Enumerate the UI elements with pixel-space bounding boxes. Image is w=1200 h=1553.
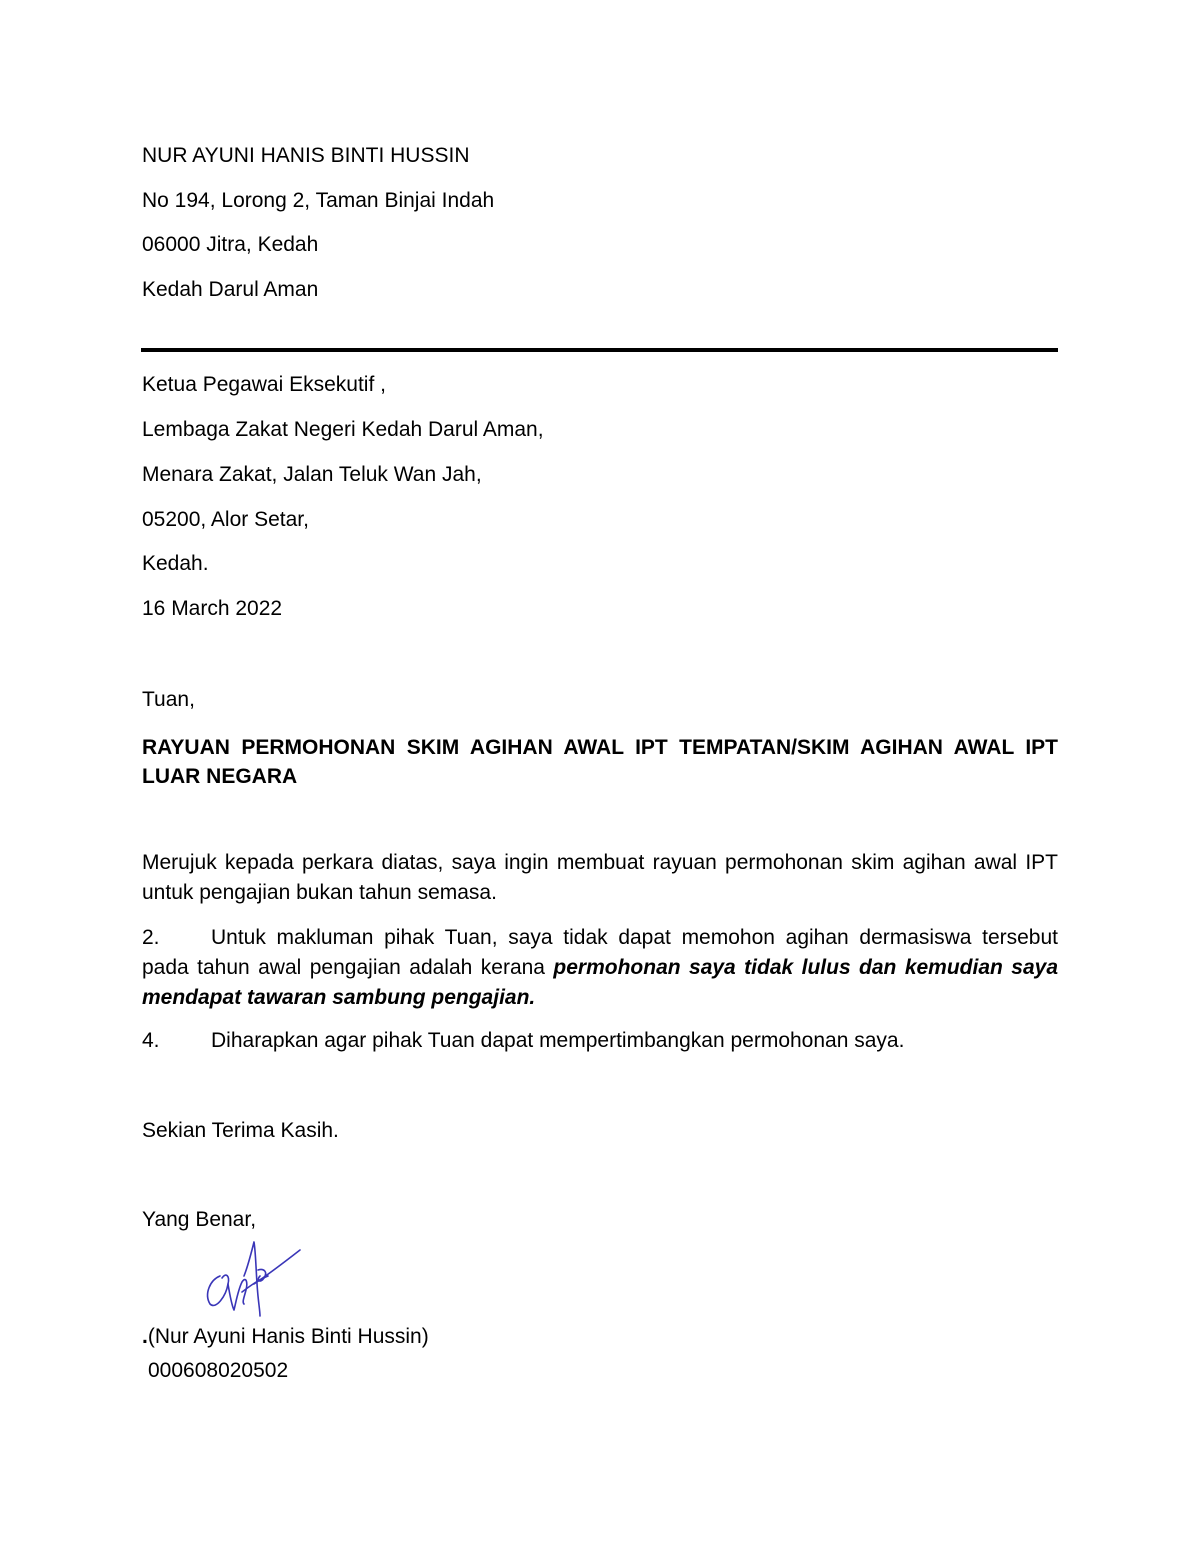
- closing-text: Sekian Terima Kasih.: [142, 1119, 339, 1142]
- sender-address-line-1: No 194, Lorong 2, Taman Binjai Indah: [142, 189, 495, 212]
- header-divider: [141, 348, 1058, 352]
- letter-subject: RAYUAN PERMOHONAN SKIM AGIHAN AWAL IPT TEMPATAN/SKIM AGIHAN AWAL IPT LUAR NEGARA: [142, 736, 1058, 788]
- signatory-id-number: 000608020502: [148, 1359, 289, 1382]
- sender-name: NUR AYUNI HANIS BINTI HUSSIN: [142, 144, 470, 167]
- body-paragraph-3: [142, 1026, 1058, 1056]
- recipient-line-1: Ketua Pegawai Eksekutif ,: [142, 373, 386, 396]
- paragraph-3-number: 4.: [142, 1029, 160, 1052]
- salutation: Tuan,: [142, 688, 195, 711]
- signatory-prefix: .: [142, 1325, 148, 1348]
- paragraph-3-text: Diharapkan agar pihak Tuan dapat mempertimbangkan permohonan saya.: [211, 1029, 905, 1052]
- sign-off: Yang Benar,: [142, 1208, 257, 1231]
- recipient-line-2: Lembaga Zakat Negeri Kedah Darul Aman,: [142, 418, 544, 441]
- paragraph-2-emphasis: permohonan saya tidak lulus dan kemudian saya mendapat tawaran sambung pengajian.: [142, 956, 1058, 1009]
- paragraph-2-number: 2.: [142, 926, 160, 949]
- handwritten-signature: [198, 1236, 308, 1320]
- signatory-name-line: [142, 1324, 429, 1350]
- paragraph-2-text: Untuk makluman pihak Tuan, saya tidak dapat memohon agihan dermasiswa tersebut pada tahun awal pengajian adalah kerana: [142, 926, 1058, 979]
- body-paragraph-1: Merujuk kepada perkara diatas, saya ingin membuat rayuan permohonan skim agihan awal IPT untuk pengajian bukan tahun semasa.: [142, 851, 1058, 904]
- recipient-line-3: Menara Zakat, Jalan Teluk Wan Jah,: [142, 463, 482, 486]
- body-paragraph-2: [142, 923, 1058, 1013]
- letter-date: 16 March 2022: [142, 597, 283, 620]
- sender-address-line-2: 06000 Jitra, Kedah: [142, 233, 319, 256]
- recipient-line-4: 05200, Alor Setar,: [142, 508, 309, 531]
- signatory-name: (Nur Ayuni Hanis Binti Hussin): [147, 1325, 429, 1348]
- recipient-line-5: Kedah.: [142, 552, 209, 575]
- sender-address-line-3: Kedah Darul Aman: [142, 278, 319, 301]
